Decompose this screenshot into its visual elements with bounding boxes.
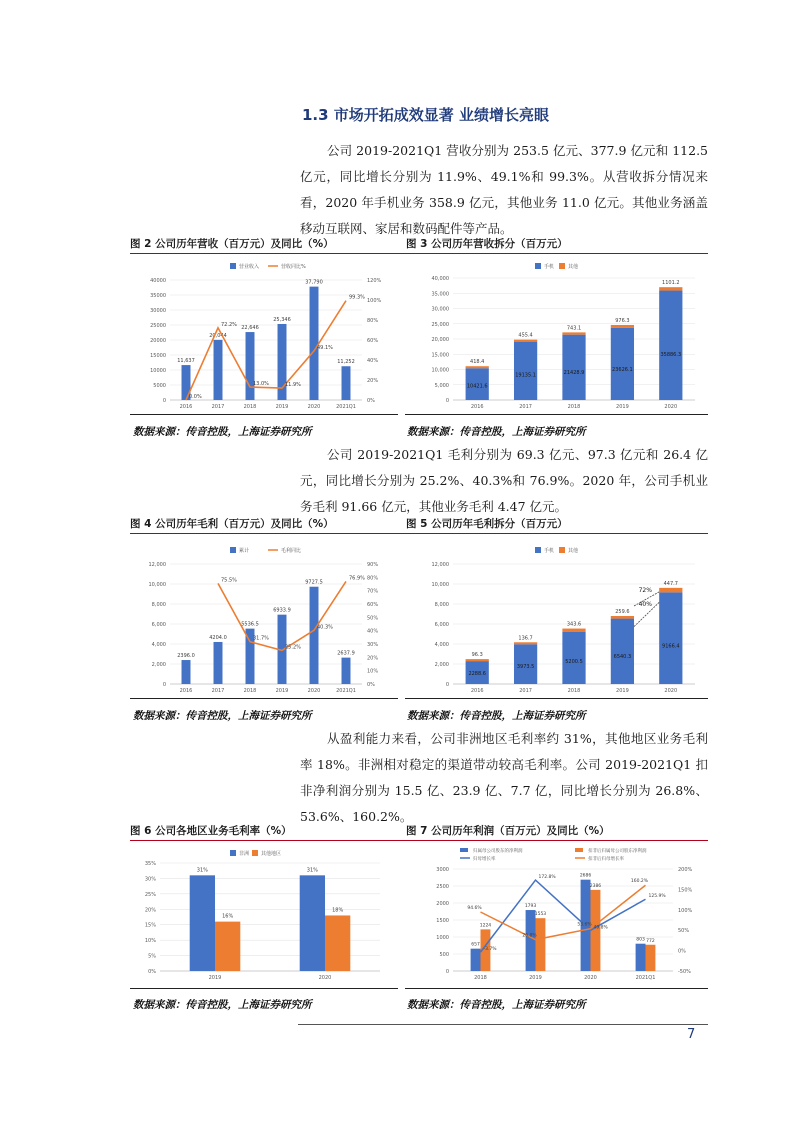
bar-value-label: 976.3 — [615, 317, 630, 324]
bar-segment-other — [466, 659, 489, 661]
bar-segment-phone — [611, 328, 634, 400]
bar-value-label: 1224 — [479, 923, 492, 929]
y2-tick-label: 50% — [678, 928, 690, 935]
bar-value-label: 455.4 — [518, 332, 533, 339]
paragraph-revenue: 公司 2019-2021Q1 营收分别为 253.5 亿元、377.9 亿元和 112.5 亿元，同比增长分别为 11.9%、49.1%和 99.3%。从营收拆分情况来看，2020 年手机业务 358.9 亿元，其他业务 11.0 亿元。其他业务涵盖移动互联网、家居和数码配件等产品。 — [300, 143, 708, 236]
legend-label: 手机 — [544, 264, 555, 270]
y2-tick-label: 200% — [678, 867, 693, 873]
fig2-chart — [130, 256, 398, 414]
y2-tick-label: 0% — [367, 398, 375, 404]
bar-segment-other — [466, 366, 489, 368]
bar-segment-phone — [514, 342, 537, 400]
y-tick-label: 10,000 — [148, 582, 166, 588]
bar-segment-other — [562, 332, 585, 334]
y-tick-label: 15% — [144, 922, 156, 929]
page-number: 7 — [687, 1027, 696, 1042]
bar-segment-phone — [562, 632, 585, 684]
line-value-label: 49.8% — [593, 925, 608, 931]
fig6-title: 图 6 公司各地区业务毛利率（%） — [130, 825, 292, 837]
x-tick-label: 2016 — [179, 688, 193, 694]
x-tick-label: 2018 — [567, 688, 581, 694]
bar — [182, 660, 191, 684]
y2-tick-label: -50% — [678, 969, 691, 975]
fig7-chart — [405, 843, 708, 988]
line-value-label: 40.3% — [317, 624, 333, 631]
legend-label: 毛利同比 — [281, 548, 302, 554]
bar-value-label: 136.7 — [518, 635, 533, 642]
fig3-title: 图 3 公司历年营收拆分（百万元） — [406, 238, 568, 250]
bar — [246, 332, 255, 400]
line-value-label: 0.0% — [189, 394, 202, 400]
x-tick-label: 2019 — [616, 404, 629, 410]
y2-tick-label: 60% — [367, 602, 379, 608]
x-tick-label: 2018 — [474, 975, 487, 981]
bar-value-label: 743.1 — [566, 325, 582, 332]
y2-tick-label: 90% — [367, 562, 379, 568]
bar-value-label: 1101.2 — [662, 280, 680, 287]
legend-label: 营业收入 — [239, 264, 260, 270]
bar-africa — [300, 875, 325, 971]
legend-label: 扣非后归属母公司股东净利润 — [588, 849, 647, 854]
fig4-chart-box — [130, 540, 398, 699]
x-tick-label: 2019 — [616, 688, 629, 694]
bar — [342, 366, 351, 400]
y2-tick-label: 0% — [367, 682, 375, 688]
fig2-chart-box — [130, 256, 398, 415]
y-tick-label: 12,000 — [148, 562, 166, 568]
section-heading: 1.3 市场开拓成效显著 业绩增长亮眼 — [302, 106, 550, 124]
bar-value-label: 11,637 — [177, 358, 195, 365]
y-tick-label: 4,000 — [434, 642, 449, 648]
legend-swatch — [535, 263, 541, 269]
bar-value-label: 2686 — [579, 873, 592, 879]
bar-segment-other — [611, 616, 634, 619]
bar-segment-phone — [611, 619, 634, 684]
y-tick-label: 35% — [144, 861, 156, 867]
bar-value-label: 2386 — [589, 883, 602, 889]
x-tick-label: 2019 — [208, 975, 222, 981]
bar-value-label: 9166.4 — [662, 643, 680, 650]
bar-other-regions — [325, 915, 350, 971]
y2-tick-label: 100% — [367, 298, 382, 304]
bar-segment-phone — [659, 592, 682, 684]
x-tick-label: 2017 — [519, 688, 532, 694]
legend-swatch — [559, 263, 565, 269]
y-tick-label: 30,000 — [431, 306, 449, 313]
x-tick-label: 2020 — [318, 975, 332, 981]
legend-swatch — [460, 848, 468, 852]
legend-swatch — [535, 547, 541, 553]
line-value-label: 13.0% — [253, 381, 269, 387]
x-tick-label: 2021Q1 — [635, 975, 656, 981]
y-tick-label: 8,000 — [434, 602, 449, 608]
y-tick-label: 500 — [439, 952, 449, 958]
y-tick-label: 0 — [445, 398, 449, 404]
fig6-chart-box — [130, 843, 398, 989]
bar-value-label: 418.4 — [470, 359, 485, 366]
y-tick-label: 10% — [144, 938, 156, 945]
legend-label: 非洲 — [239, 851, 250, 857]
y2-tick-label: 20% — [367, 655, 379, 662]
bar-value-label: 35886.3 — [660, 352, 682, 359]
y-tick-label: 25,000 — [431, 321, 449, 328]
legend-swatch — [575, 848, 583, 852]
legend-label: 其他 — [568, 548, 579, 554]
y-tick-label: 20% — [144, 907, 156, 914]
bar-value-label: 803 — [636, 937, 645, 943]
bar-value-label: 19135.1 — [515, 372, 536, 379]
paragraph-gross-profit: 公司 2019-2021Q1 毛利分别为 69.3 亿元、97.3 亿元和 26.4 亿元，同比增长分别为 25.2%、40.3%和 76.9%。2020 年，公司手机业务毛利 91.66 亿元，其他业务毛利 4.47 亿元。 — [300, 447, 708, 514]
line-value-label: 26.8% — [522, 933, 537, 939]
y-tick-label: 40,000 — [431, 276, 449, 282]
y-tick-label: 10,000 — [431, 367, 449, 374]
legend-label: 营收同比% — [281, 264, 306, 270]
bar — [214, 642, 223, 684]
source-note: 数据来源：传音控股，上海证券研究所 — [407, 710, 586, 722]
y2-tick-label: 150% — [678, 887, 693, 894]
bar-segment-phone — [562, 335, 585, 400]
y-tick-label: 1000 — [436, 935, 449, 941]
y-tick-label: 5,000 — [434, 382, 449, 389]
line-value-label: 99.3% — [349, 294, 365, 301]
bar-net-profit — [471, 949, 481, 971]
x-tick-label: 2020 — [307, 688, 321, 694]
bar-other-regions — [215, 922, 240, 971]
line-value-label: 172.8% — [538, 875, 556, 881]
line-value-label: 76.9% — [349, 575, 365, 582]
y-tick-label: 8,000 — [151, 602, 166, 608]
y-tick-label: 4,000 — [151, 642, 166, 648]
line-value-label: 160.2% — [630, 879, 649, 885]
figure-row-1 — [130, 235, 708, 254]
bar — [310, 287, 319, 400]
bar-value-label: 2288.6 — [468, 670, 486, 677]
bar-value-label: 1793 — [524, 904, 537, 910]
y-tick-label: 6,000 — [434, 622, 449, 628]
x-tick-label: 2018 — [243, 404, 257, 410]
bar-value-label: 5200.5 — [565, 659, 583, 666]
bar-value-label: 31% — [306, 867, 318, 874]
bar-deducted-profit — [646, 945, 656, 971]
fig7-title: 图 7 公司历年利润（百万元）及同比（%） — [406, 825, 610, 837]
y-tick-label: 15,000 — [431, 352, 449, 359]
fig2-title: 图 2 公司历年营收（百万元）及同比（%） — [130, 238, 334, 250]
figure-row-3 — [130, 822, 708, 841]
x-tick-label: 2020 — [307, 404, 321, 410]
line-series-net-growth — [481, 880, 646, 952]
y-tick-label: 10,000 — [431, 582, 449, 588]
fig3-chart-box — [405, 256, 708, 415]
x-tick-label: 2019 — [275, 688, 289, 694]
y-tick-label: 0 — [162, 398, 166, 404]
bar-value-label: 2396.0 — [177, 653, 195, 660]
y-tick-label: 2000 — [436, 901, 449, 907]
y2-tick-label: 70% — [367, 588, 379, 595]
y-tick-label: 5000 — [153, 383, 166, 389]
line-value-label: 25.2% — [285, 644, 301, 651]
bar-value-label: 6540.3 — [613, 653, 632, 660]
x-tick-label: 2017 — [519, 404, 532, 410]
bar-deducted-profit — [591, 890, 601, 971]
bar-segment-other — [611, 325, 634, 328]
legend-swatch — [230, 850, 236, 856]
fig5-chart-box — [405, 540, 708, 699]
legend-label: 累计 — [239, 548, 250, 554]
y2-tick-label: 60% — [367, 338, 379, 344]
x-tick-label: 2017 — [211, 404, 225, 410]
bar — [310, 587, 319, 684]
legend-swatch — [559, 547, 565, 553]
bar-value-label: 20,044 — [209, 332, 227, 339]
x-tick-label: 2021Q1 — [336, 404, 356, 410]
fig3-chart — [405, 256, 708, 414]
source-note: 数据来源：传音控股，上海证券研究所 — [133, 999, 312, 1011]
bar-value-label: 9727.5 — [305, 579, 323, 586]
y-tick-label: 2500 — [436, 884, 449, 890]
legend-label: 手机 — [544, 548, 555, 554]
bar-value-label: 259.6 — [615, 609, 630, 616]
bar-value-label: 5536.5 — [241, 621, 259, 628]
line-value-label: 125.9% — [648, 894, 666, 900]
source-note: 数据来源：传音控股，上海证券研究所 — [133, 710, 312, 722]
y-tick-label: 5% — [148, 953, 156, 960]
fig4-title: 图 4 公司历年毛利（百万元）及同比（%） — [130, 518, 334, 530]
bar-value-label: 23626.1 — [612, 367, 633, 374]
bar-value-label: 447.7 — [663, 580, 678, 587]
line-value-label: 94.6% — [467, 906, 482, 912]
fig7-chart-box — [405, 843, 708, 989]
x-tick-label: 2020 — [664, 404, 678, 410]
bar-segment-other — [514, 642, 537, 644]
annotation-label: 40% — [638, 601, 652, 608]
legend-label: 归属母公司股东的净利润 — [473, 849, 523, 854]
y-tick-label: 25000 — [150, 323, 166, 329]
y-tick-label: 25% — [144, 891, 156, 898]
y-tick-label: 30000 — [150, 308, 166, 314]
line-value-label: 53.6% — [577, 922, 592, 928]
bar-value-label: 25,346 — [273, 316, 291, 323]
legend-swatch — [230, 263, 236, 269]
bar-value-label: 96.3 — [471, 652, 483, 659]
x-tick-label: 2018 — [243, 688, 257, 694]
y2-tick-label: 20% — [367, 378, 379, 384]
x-tick-label: 2017 — [211, 688, 225, 694]
y2-tick-label: 30% — [367, 642, 379, 648]
legend-label: 其他 — [568, 264, 579, 270]
x-tick-label: 2019 — [275, 404, 289, 410]
bar-value-label: 1553 — [534, 912, 547, 918]
fig4-chart — [130, 540, 398, 698]
paragraph-profitability: 从盈利能力来看，公司非洲地区毛利率约 31%，其他地区业务毛利率 18%。非洲相对稳定的渠道带动较高毛利率。公司 2019-2021Q1 扣非净利润分别为 15.5 亿、23.9 亿、7.7 亿，同比增长分别为 26.8%、53.6%、160.2%。 — [300, 731, 708, 824]
y2-tick-label: 80% — [367, 318, 379, 324]
bar-value-label: 2637.9 — [337, 650, 355, 657]
line-value-label: 72.2% — [221, 321, 237, 328]
y-tick-label: 3000 — [436, 867, 449, 873]
y-tick-label: 35000 — [150, 293, 166, 299]
y-tick-label: 12,000 — [431, 562, 449, 568]
x-tick-label: 2020 — [664, 688, 678, 694]
source-note: 数据来源：传音控股，上海证券研究所 — [133, 426, 312, 438]
figure-row-2 — [130, 515, 708, 534]
bar-value-label: 21428.9 — [563, 369, 585, 376]
legend-label: 其他地区 — [261, 851, 282, 857]
bar-segment-other — [659, 287, 682, 290]
source-note: 数据来源：传音控股，上海证券研究所 — [407, 426, 586, 438]
bar-segment-phone — [659, 291, 682, 400]
bar-segment-other — [659, 588, 682, 592]
y-tick-label: 0 — [445, 969, 449, 975]
x-tick-label: 2018 — [567, 404, 581, 410]
y2-tick-label: 100% — [678, 907, 693, 914]
y2-tick-label: 0% — [678, 948, 686, 955]
y2-tick-label: 40% — [367, 358, 379, 364]
bar-segment-other — [562, 629, 585, 632]
line-value-label: 75.5% — [221, 577, 237, 584]
y-tick-label: 15000 — [150, 353, 166, 359]
bar-value-label: 343.6 — [566, 621, 582, 628]
x-tick-label: 2016 — [179, 404, 193, 410]
legend-label: 扣非后归母增长率 — [588, 857, 624, 862]
annotation-label: 72% — [638, 586, 652, 594]
line-value-label: 31.7% — [253, 635, 269, 642]
x-tick-label: 2016 — [470, 688, 484, 694]
y2-tick-label: 120% — [367, 278, 382, 284]
bar-value-label: 3973.5 — [516, 664, 535, 671]
fig5-chart — [405, 540, 708, 698]
y-tick-label: 40000 — [150, 278, 166, 284]
bar-value-label: 657 — [471, 942, 480, 948]
bar-value-label: 10421.6 — [466, 383, 488, 390]
line-value-label: 49.1% — [317, 344, 333, 351]
x-tick-label: 2019 — [529, 975, 542, 981]
y-tick-label: 35,000 — [431, 291, 449, 298]
x-tick-label: 2020 — [584, 975, 597, 981]
legend-swatch — [252, 850, 258, 856]
line-value-label: 11.9% — [285, 382, 301, 389]
bar-value-label: 31% — [196, 867, 208, 874]
y-tick-label: 10000 — [150, 368, 166, 374]
y-tick-label: 30% — [144, 876, 156, 883]
bar-net-profit — [636, 944, 646, 971]
bar-value-label: 4204.0 — [209, 634, 227, 641]
y2-tick-label: 40% — [367, 628, 379, 635]
line-value-label: -3.7% — [483, 947, 497, 953]
bar-segment-other — [514, 340, 537, 342]
bar-deducted-profit — [536, 918, 546, 971]
y-tick-label: 0% — [148, 969, 156, 975]
y2-tick-label: 10% — [367, 668, 379, 675]
fig5-title: 图 5 公司历年毛利拆分（百万元） — [406, 518, 568, 530]
source-note: 数据来源：传音控股，上海证券研究所 — [407, 999, 586, 1011]
bar-value-label: 772 — [646, 938, 655, 944]
y2-tick-label: 50% — [367, 615, 379, 622]
bar-africa — [190, 875, 215, 971]
bar-value-label: 37,790 — [305, 279, 323, 286]
y-tick-label: 0 — [445, 682, 449, 688]
bar-value-label: 16% — [222, 913, 234, 920]
y-tick-label: 2,000 — [434, 662, 449, 668]
footer-rule — [298, 1024, 708, 1025]
x-tick-label: 2016 — [470, 404, 484, 410]
bar-value-label: 22,646 — [241, 325, 259, 332]
x-tick-label: 2021Q1 — [336, 688, 356, 694]
bar-value-label: 6933.9 — [273, 607, 291, 614]
legend-swatch — [230, 547, 236, 553]
bar-net-profit — [526, 910, 536, 971]
bar-value-label: 18% — [332, 907, 344, 914]
y-tick-label: 6,000 — [151, 622, 166, 628]
y-tick-label: 20,000 — [431, 337, 449, 343]
y-tick-label: 20000 — [150, 338, 166, 344]
y-tick-label: 2,000 — [151, 662, 166, 668]
y-tick-label: 1500 — [436, 918, 449, 924]
y2-tick-label: 80% — [367, 575, 379, 582]
fig6-chart — [130, 843, 398, 988]
y-tick-label: 0 — [162, 682, 166, 688]
bar — [214, 340, 223, 400]
legend-label: 归母增长率 — [473, 857, 496, 862]
bar-value-label: 11,252 — [337, 359, 355, 366]
bar — [342, 658, 351, 684]
